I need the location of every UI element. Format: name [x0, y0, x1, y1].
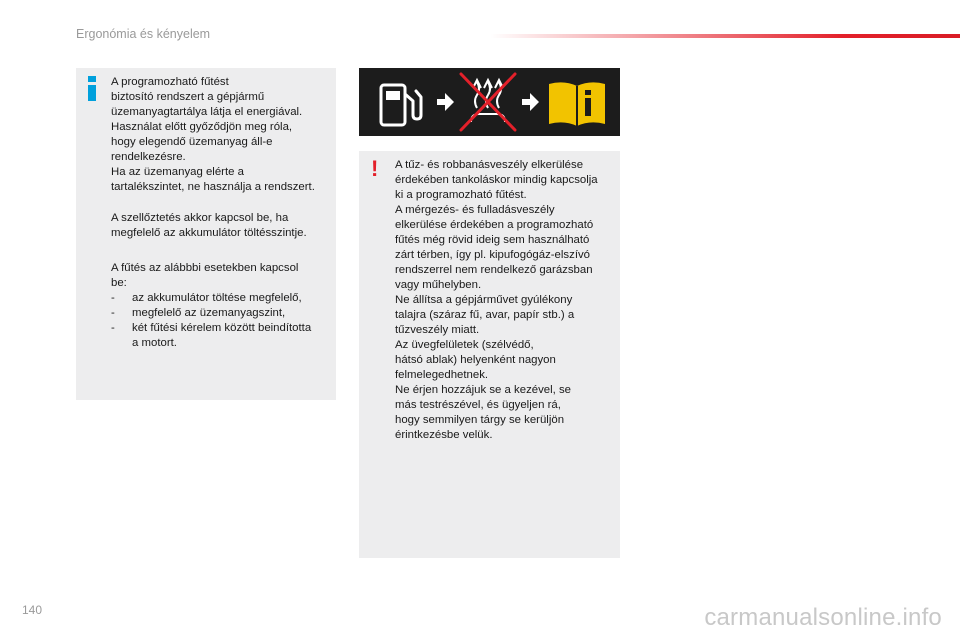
- heater-crossed-icon: [461, 74, 515, 130]
- info-paragraph-conditions: A fűtés az alábbbi esetekben kapcsol be:: [111, 262, 299, 289]
- manual-book-icon: [549, 82, 605, 126]
- list-item: - megfelelő az üzemanyagszint,: [111, 307, 286, 319]
- watermark: carmanualsonline.info: [704, 604, 942, 631]
- fueling-instruction-pictogram: [359, 68, 620, 136]
- warning-icon: !: [371, 156, 379, 181]
- warning-note-box: [359, 151, 620, 558]
- list-item: - az akkumulátor töltése megfelelő,: [111, 292, 302, 304]
- warning-text: A tűz- és robbanásveszély elkerülése érdekében tankoláskor mindig kapcsolja ki a programozható fűtést. A mérgezés- és fulladásveszély elkerülése érdekében a programozható fűtés még rövid ideig sem használható zárt térben, így pl. kipufogógáz-elszívó rendszerrel nem rendelkező garázsban vagy műhelyben. Ne állítsa a gépjárművet gyúlékony talajra (száraz fű, avar, papír stb.) a tűzveszély miatt. Az üvegfelületek (szélvédő, hátsó ablak) helyenként nagyon felmelegedhetnek. Ne érjen hozzájuk se a kezével, se más testrészével, és ügyeljen rá, hogy semmilyen tárgy se kerüljön érintkezésbe velük.: [395, 159, 598, 441]
- info-note-box: [76, 68, 336, 400]
- arrow-right-icon: [522, 93, 539, 111]
- info-paragraph-fuel: A programozható fűtést biztosító rendszert a gépjármű üzemanyagtartálya látja el energiával. Használat előtt győződjön meg róla, hogy elegendő üzemanyag áll-e rendelkezésre. Ha az üzemanyag elérte a tartalékszintet, ne használja a rendszert.: [111, 76, 315, 193]
- page-number: 140: [22, 603, 43, 617]
- info-paragraph-ventilation: A szellőztetés akkor kapcsol be, ha megfelelő az akkumulátor töltésszintje.: [111, 212, 307, 239]
- info-icon: [88, 76, 96, 100]
- fuel-pump-icon: [381, 85, 421, 125]
- list-item: - két fűtési kérelem között beindította a motort.: [111, 322, 312, 349]
- conditions-list: [111, 291, 333, 351]
- arrow-right-icon: [437, 93, 454, 111]
- page-section-title: Ergonómia és kényelem: [76, 27, 211, 41]
- header-accent-line: [490, 34, 960, 38]
